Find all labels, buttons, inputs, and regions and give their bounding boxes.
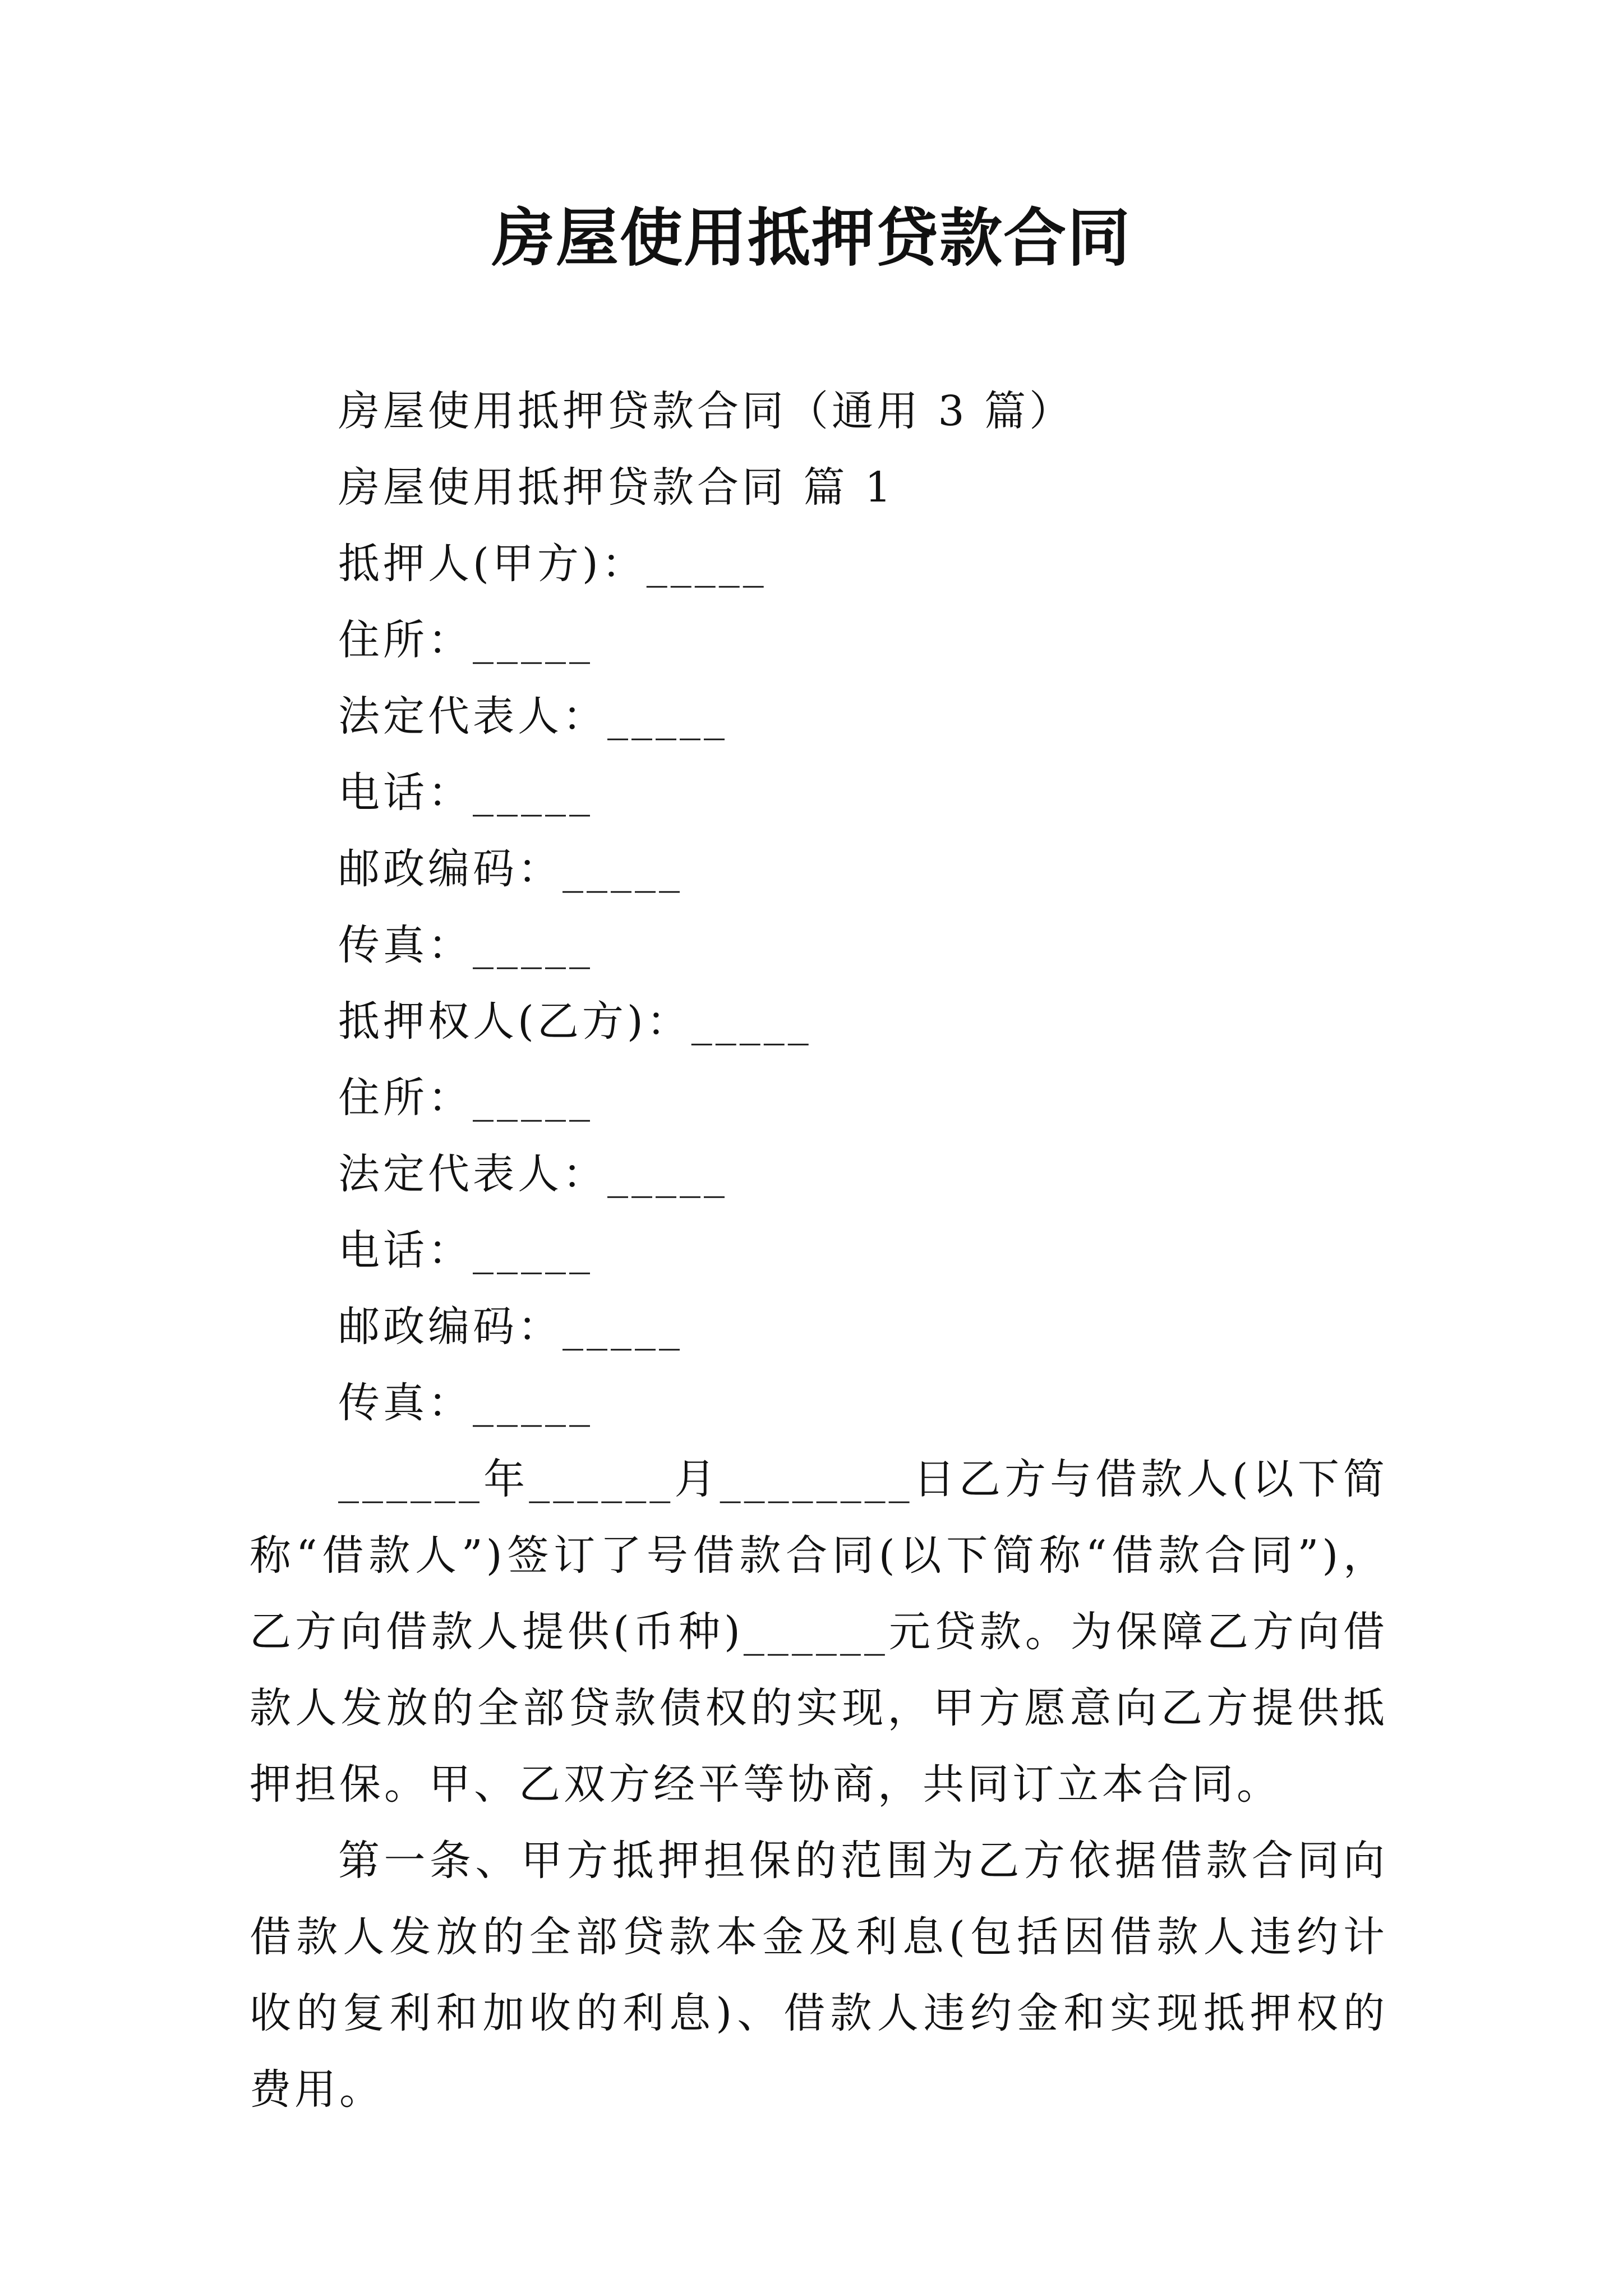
document-body xyxy=(250,373,1388,2128)
mortgagee-fax-line: 传真：_____ xyxy=(338,1379,593,1427)
mortgagee-line: 抵押权人(乙方)：_____ xyxy=(338,997,812,1046)
preamble-paragraph: ______年______月________日乙方与借款人(以下简称“借款人”)签订了号借款合同(以下简称“借款合同”)，乙方向借款人提供(币种)______元贷款。为保障乙方向借款人发放的全部贷款债权的实现，甲方愿意向乙方提供抵押担保。甲、乙双方经平等协商，共同订立本合同。 xyxy=(250,1455,1388,1809)
mortgagor-fax-line: 传真：_____ xyxy=(338,921,593,969)
mortgagee-phone-line: 电话：_____ xyxy=(338,1226,593,1274)
section-heading: 房屋使用抵押贷款合同 篇 1 xyxy=(338,463,895,512)
mortgagor-postcode-line: 邮政编码：_____ xyxy=(338,845,683,893)
mortgagor-line: 抵押人(甲方)：_____ xyxy=(338,540,767,588)
mortgagee-legal-rep-line: 法定代表人：_____ xyxy=(338,1150,728,1198)
mortgagor-phone-line: 电话：_____ xyxy=(338,769,593,817)
mortgagor-address-line: 住所：_____ xyxy=(338,616,593,664)
subtitle-line: 房屋使用抵押贷款合同（通用 3 篇） xyxy=(338,387,1075,435)
article-one-paragraph: 第一条、甲方抵押担保的范围为乙方依据借款合同向借款人发放的全部贷款本金及利息(包括因借款人违约计收的复利和加收的利息)、借款人违约金和实现抵押权的费用。 xyxy=(250,1837,1388,2114)
document-title: 房屋使用抵押贷款合同 xyxy=(492,201,1131,275)
mortgagee-postcode-line: 邮政编码：_____ xyxy=(338,1303,683,1351)
mortgagee-address-line: 住所：_____ xyxy=(338,1074,593,1122)
mortgagor-legal-rep-line: 法定代表人：_____ xyxy=(338,692,728,740)
